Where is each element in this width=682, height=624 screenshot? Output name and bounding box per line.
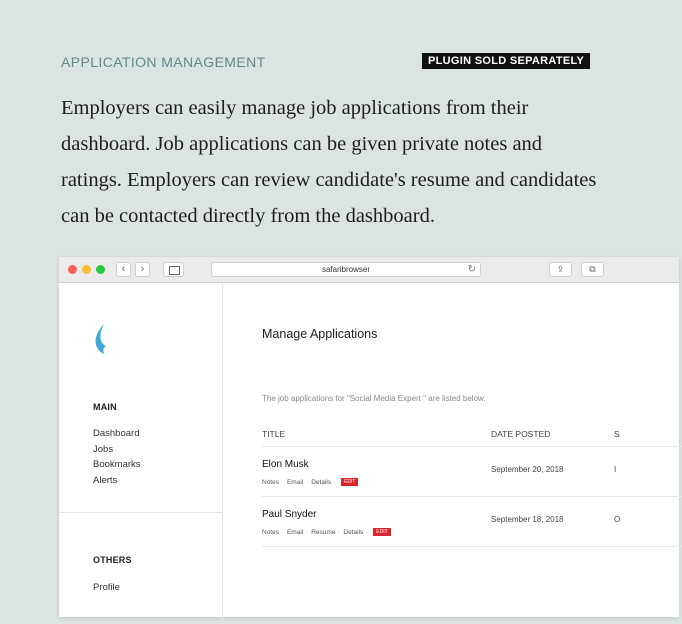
address-bar[interactable] — [211, 262, 481, 277]
sidebar-icon[interactable] — [163, 262, 184, 277]
plugin-badge: PLUGIN SOLD SEPARATELY — [422, 53, 590, 69]
app-sidebar — [59, 284, 223, 624]
page-title: Manage Applications — [262, 327, 378, 341]
table-row — [262, 446, 682, 496]
date-posted: September 20, 2018 — [491, 465, 564, 474]
date-posted: September 18, 2018 — [491, 515, 564, 524]
minimize-window-dot[interactable] — [82, 265, 91, 274]
share-icon[interactable]: ⇪ — [549, 262, 572, 277]
sidebar-main-list — [93, 426, 141, 488]
email-link[interactable]: Email — [286, 479, 304, 486]
column-header-status[interactable]: S — [614, 429, 620, 439]
maximize-window-dot[interactable] — [96, 265, 105, 274]
page-subtitle: The job applications for "Social Media Expert " are listed below. — [262, 394, 486, 403]
row-actions — [262, 528, 391, 536]
tabs-icon[interactable]: ⧉ — [581, 262, 604, 277]
details-link[interactable]: Details — [311, 479, 332, 486]
separator-dot: · — [365, 529, 368, 536]
column-header-title[interactable]: TITLE — [262, 429, 286, 439]
status-cell: I — [614, 465, 617, 474]
applicant-name[interactable]: Paul Snyder — [262, 509, 317, 520]
sidebar-item-bookmarks[interactable]: Bookmarks — [93, 459, 141, 470]
separator-dot: · — [305, 479, 308, 486]
chevron-right-icon[interactable]: › — [135, 262, 150, 277]
table-divider — [262, 546, 682, 547]
sidebar-item-dashboard[interactable]: Dashboard — [93, 428, 140, 439]
logo[interactable] — [93, 324, 109, 354]
intro-text: Employers can easily manage job applications from their dashboard. Job applications can be given private notes and ratings. Employers can review candidate's resume and candidates can be contacted directly from the dashboard. — [61, 97, 597, 227]
sidebar-divider — [59, 512, 223, 513]
separator-dot: · — [280, 479, 284, 486]
table-row — [262, 496, 682, 546]
sidebar-item-alerts[interactable]: Alerts — [93, 474, 118, 486]
chevron-left-icon[interactable]: ‹ — [116, 262, 131, 277]
sidebar-item-profile[interactable]: Profile — [93, 582, 120, 593]
reload-icon[interactable]: ↻ — [467, 264, 476, 275]
notes-link[interactable]: Notes — [262, 529, 279, 536]
separator-dot: · — [305, 529, 308, 536]
resume-link[interactable]: Resume — [311, 529, 336, 536]
notes-link[interactable]: Notes — [262, 479, 279, 486]
separator-dot: · — [337, 529, 340, 536]
row-actions — [262, 478, 358, 486]
browser-window — [59, 257, 679, 617]
sidebar-main-heading: MAIN — [93, 402, 117, 412]
column-header-date[interactable]: DATE POSTED — [491, 429, 551, 439]
separator-dot: · — [333, 479, 336, 486]
browser-toolbar — [59, 257, 679, 283]
logo-leaf — [96, 324, 106, 354]
app-main — [224, 284, 679, 624]
close-window-dot[interactable] — [68, 265, 77, 274]
applicant-name[interactable]: Elon Musk — [262, 459, 309, 470]
sidebar-item-jobs[interactable]: Jobs — [93, 443, 114, 455]
section-label: APPLICATION MANAGEMENT — [61, 54, 266, 70]
edit-button[interactable]: EDIT — [373, 528, 390, 536]
edit-button[interactable]: EDIT — [341, 478, 358, 486]
address-text: safaribrowser — [321, 265, 370, 274]
separator-dot: · — [280, 529, 284, 536]
sidebar-others-heading: OTHERS — [93, 555, 132, 565]
email-link[interactable]: Email — [286, 529, 304, 536]
details-link[interactable]: Details — [343, 529, 364, 536]
status-cell: O — [614, 515, 621, 524]
sidebar-others-list — [93, 580, 120, 596]
